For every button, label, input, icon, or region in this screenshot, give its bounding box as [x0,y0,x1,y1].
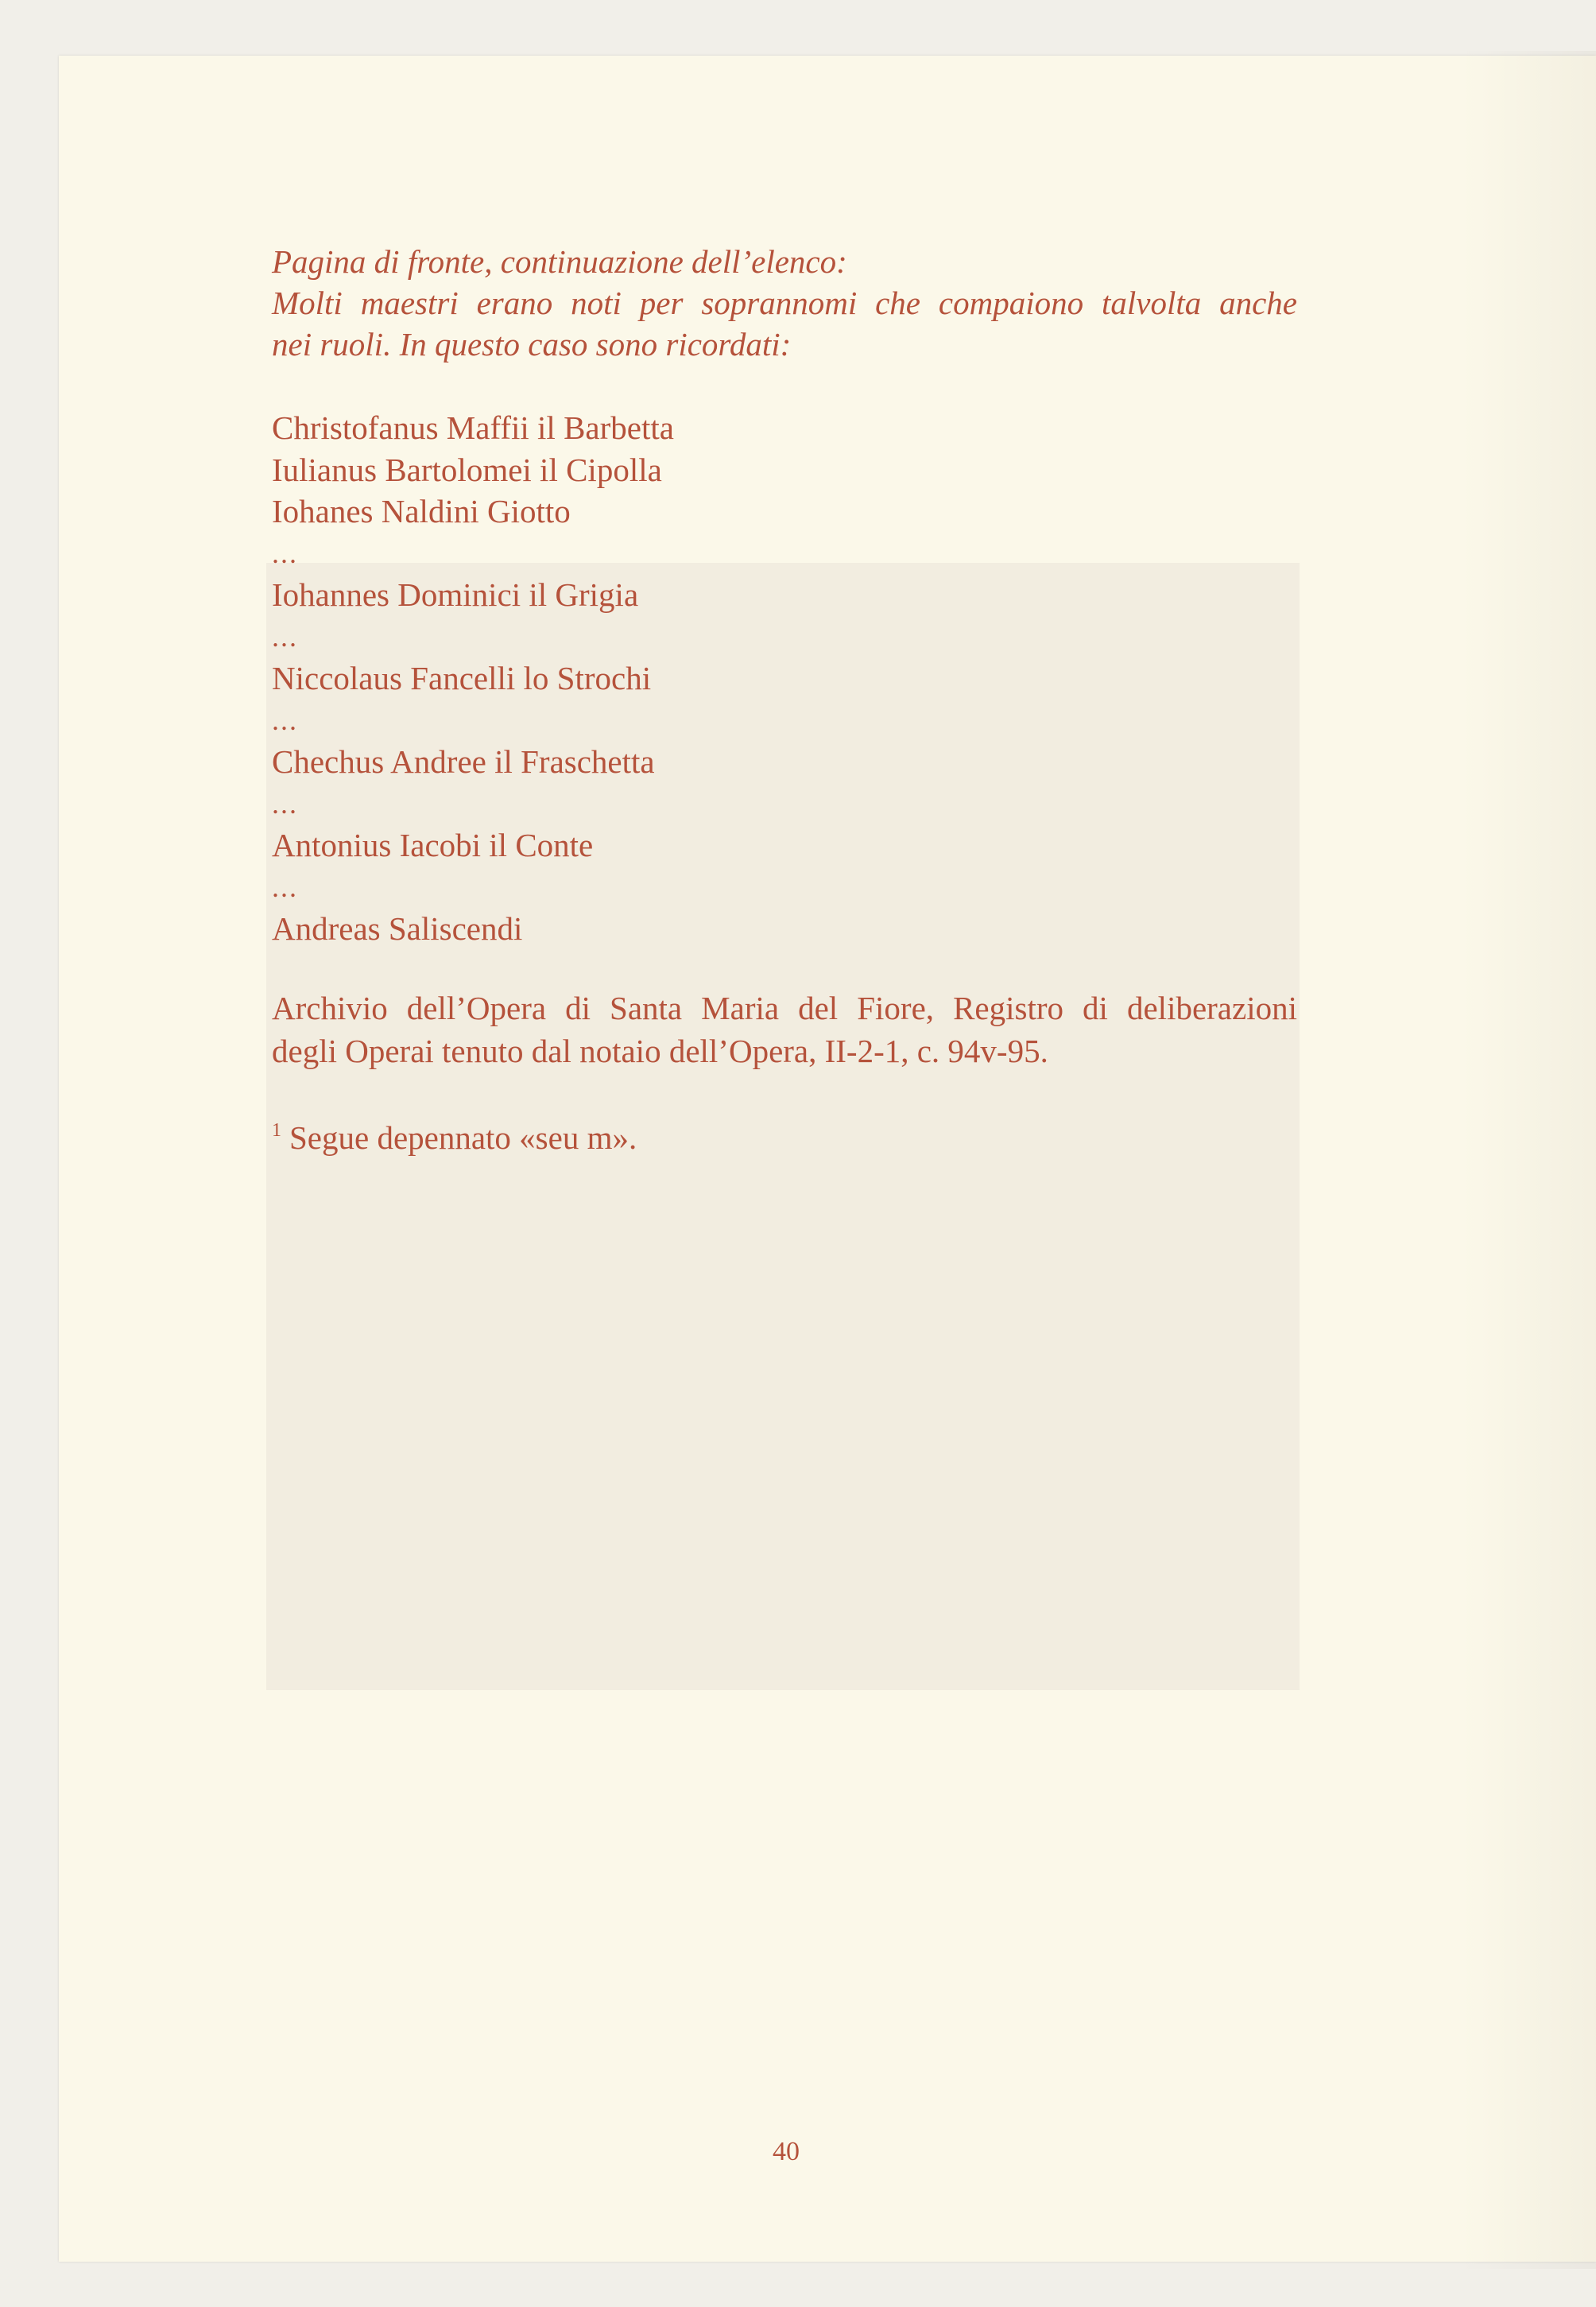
name-item: Niccolaus Fancelli lo Strochi [272,660,652,696]
text-block [272,241,1297,1159]
ellipsis-item: ... [272,704,298,736]
footnote [272,1109,1297,1159]
ellipsis-item: ... [272,537,298,569]
name-item: Antonius Iacobi il Conte [272,827,594,863]
names-list [272,407,1297,950]
name-item: Iulianus Bartolomei il Cipolla [272,451,662,488]
source-line-2: degli Operai tenuto dal notaio dell’Opera, II-2-1, c. 94v-95. [272,1032,1048,1069]
paper-edge-shadow [1461,51,1596,2269]
page-number [0,2137,1596,2167]
intro-line-1: Pagina di fronte, continuazione dell’elenco: [272,243,847,280]
name-item: Christofanus Maffii il Barbetta [272,409,674,446]
name-item: Iohannes Dominici il Grigia [272,576,639,613]
footnote-marker: 1 [272,1119,281,1141]
intro-line-3: nei ruoli. In questo caso sono ricordati: [272,326,792,363]
source-citation [272,987,1297,1072]
page-number-text: 40 [773,2137,800,2166]
intro-line-2: Molti maestri erano noti per soprannomi che compaiono talvolta anche [272,285,1297,321]
name-item: Iohanes Naldini Giotto [272,493,571,529]
ellipsis-item: ... [272,787,298,820]
ellipsis-item: ... [272,870,298,903]
ellipsis-item: ... [272,620,298,653]
footnote-text: Segue depennato «seu m». [289,1119,637,1156]
source-line-1: Archivio dell’Opera di Santa Maria del Fiore, Registro di deliberazioni [272,989,1297,1026]
name-item: Andreas Saliscendi [272,910,523,947]
name-item: Chechus Andree il Fraschetta [272,743,655,780]
intro-paragraph [272,241,1297,365]
